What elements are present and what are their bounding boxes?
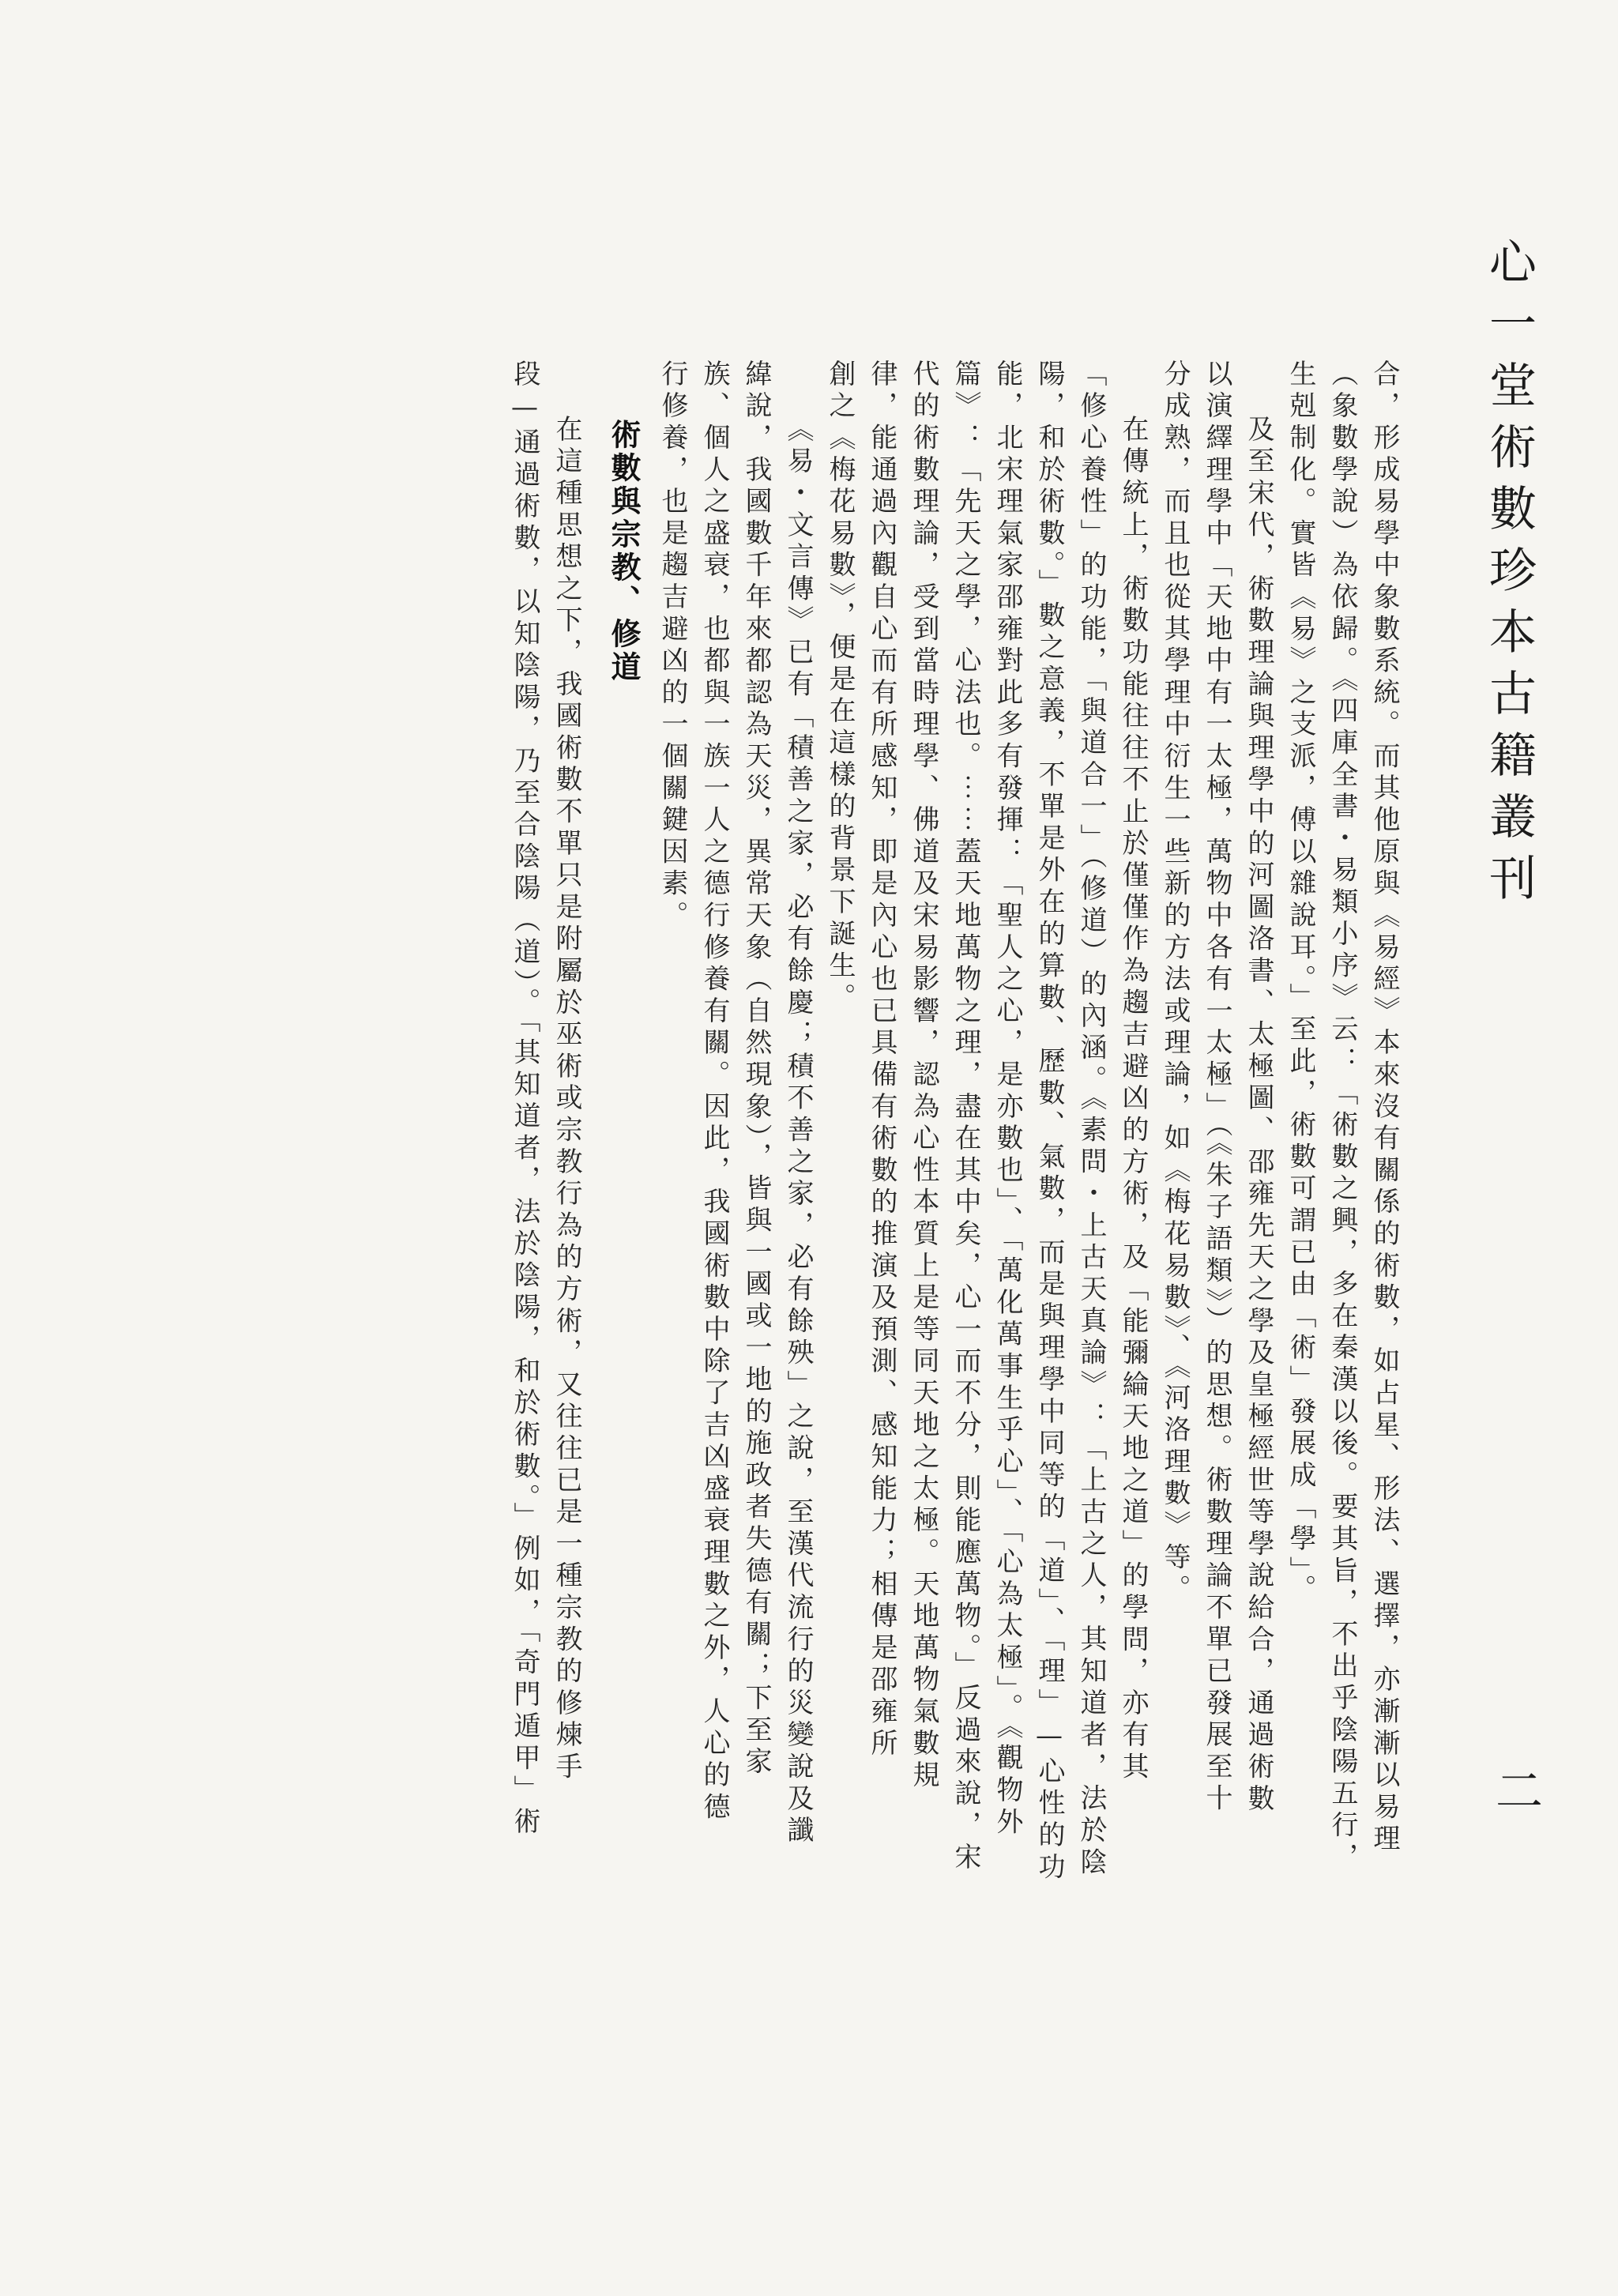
text-line: 在傳統上，術數功能往往不止於僅僅作為趨吉避凶的方術，及「能彌綸天地之道」的學問，亦有其 [1117,415,1149,1784]
book-series-title: 心一堂術數珍本古籍叢刊 [1481,237,1537,915]
text-line: 以演繹理學中「天地中有一太極，萬物中各有一太極」（《朱子語類》）的思想。術數理論不單已發展至十 [1201,359,1232,1816]
text-line: 緯說，我國數千年來都認為天災，異常天象（自然現象），皆與一國或一地的施政者失德有關；下至家 [740,359,772,1779]
text-line: 在這種思想之下，我國術數不單只是附屬於巫術或宗教行為的方術，又往往已是一種宗教的修煉手 [551,415,582,1784]
text-line: 律，能通過內觀自心而有所感知，即是內心也已具備有術數的推演及預測、感知能力；相傳是邵雍所 [866,359,897,1761]
text-line: 合，形成易學中象數系統。而其他原與《易經》本來沒有關係的術數，如占星、形法、選擇，亦漸漸以易理 [1368,359,1400,1857]
text-line: 行修養，也是趨吉避凶的一個關鍵因素。 [657,359,688,933]
text-line: 創之《梅花易數》，便是在這樣的背景下誕生。 [824,359,856,1015]
text-line: 生剋制化。實皆《易》之支派，傅以雜說耳。」至此，術數可謂已由「術」發展成「學」。 [1285,359,1316,1606]
section-heading: 術數與宗教、修道 [606,419,642,684]
text-line: 《易・文言傳》已有「積善之家，必有餘慶；積不善之家，必有餘殃」之說，至漢代流行的災變說及讖 [782,415,814,1848]
text-line: 及至宋代，術數理論與理學中的河圖洛書、太極圖、邵雍先天之學及皇極經世等學說給合，通過術數 [1243,415,1274,1816]
text-line: 「修心養性」的功能，「與道合一」（修道）的內涵。《素問・上古天真論》：「上古之人，其知道者，法於陰 [1075,359,1107,1880]
text-line: 篇》：「先天之學，心法也。⋯⋯蓋天地萬物之理，盡在其中矣，心一而不分，則能應萬物。」反過來說，宋 [950,359,981,1875]
text-line: 族、個人之盛衰，也都與一族一人之德行修養有關。因此，我國術數中除了吉凶盛衰理數之外，人心的德 [698,359,730,1824]
page-number: 二 [1488,1766,1543,1813]
text-line: 段—通過術數，以知陰陽，乃至合陰陽（道）。「其知道者，法於陰陽，和於術數。」例如，「奇門遁甲」術 [509,359,540,1839]
text-line: 陽，和於術數。」數之意義，不單是外在的算數、歷數、氣數，而是與理學中同等的「道」、「理」—心性的功 [1033,359,1065,1884]
text-line: 分成熟，而且也從其學理中衍生一些新的方法或理論，如《梅花易數》、《河洛理數》等。 [1159,359,1191,1606]
text-line: 代的術數理論，受到當時理學、佛道及宋易影響，認為心性本質上是等同天地之太極。天地萬物氣數規 [908,359,939,1793]
text-line: （象數學說）為依歸。《四庫全書・易類小序》云：「術數之興，多在秦漢以後。要其旨，不出乎陰陽五行， [1326,359,1358,1875]
text-line: 能，北宋理氣家邵雍對此多有發揮：「聖人之心，是亦數也」、「萬化萬事生乎心」、「心為太極」。《觀物外 [991,359,1023,1839]
